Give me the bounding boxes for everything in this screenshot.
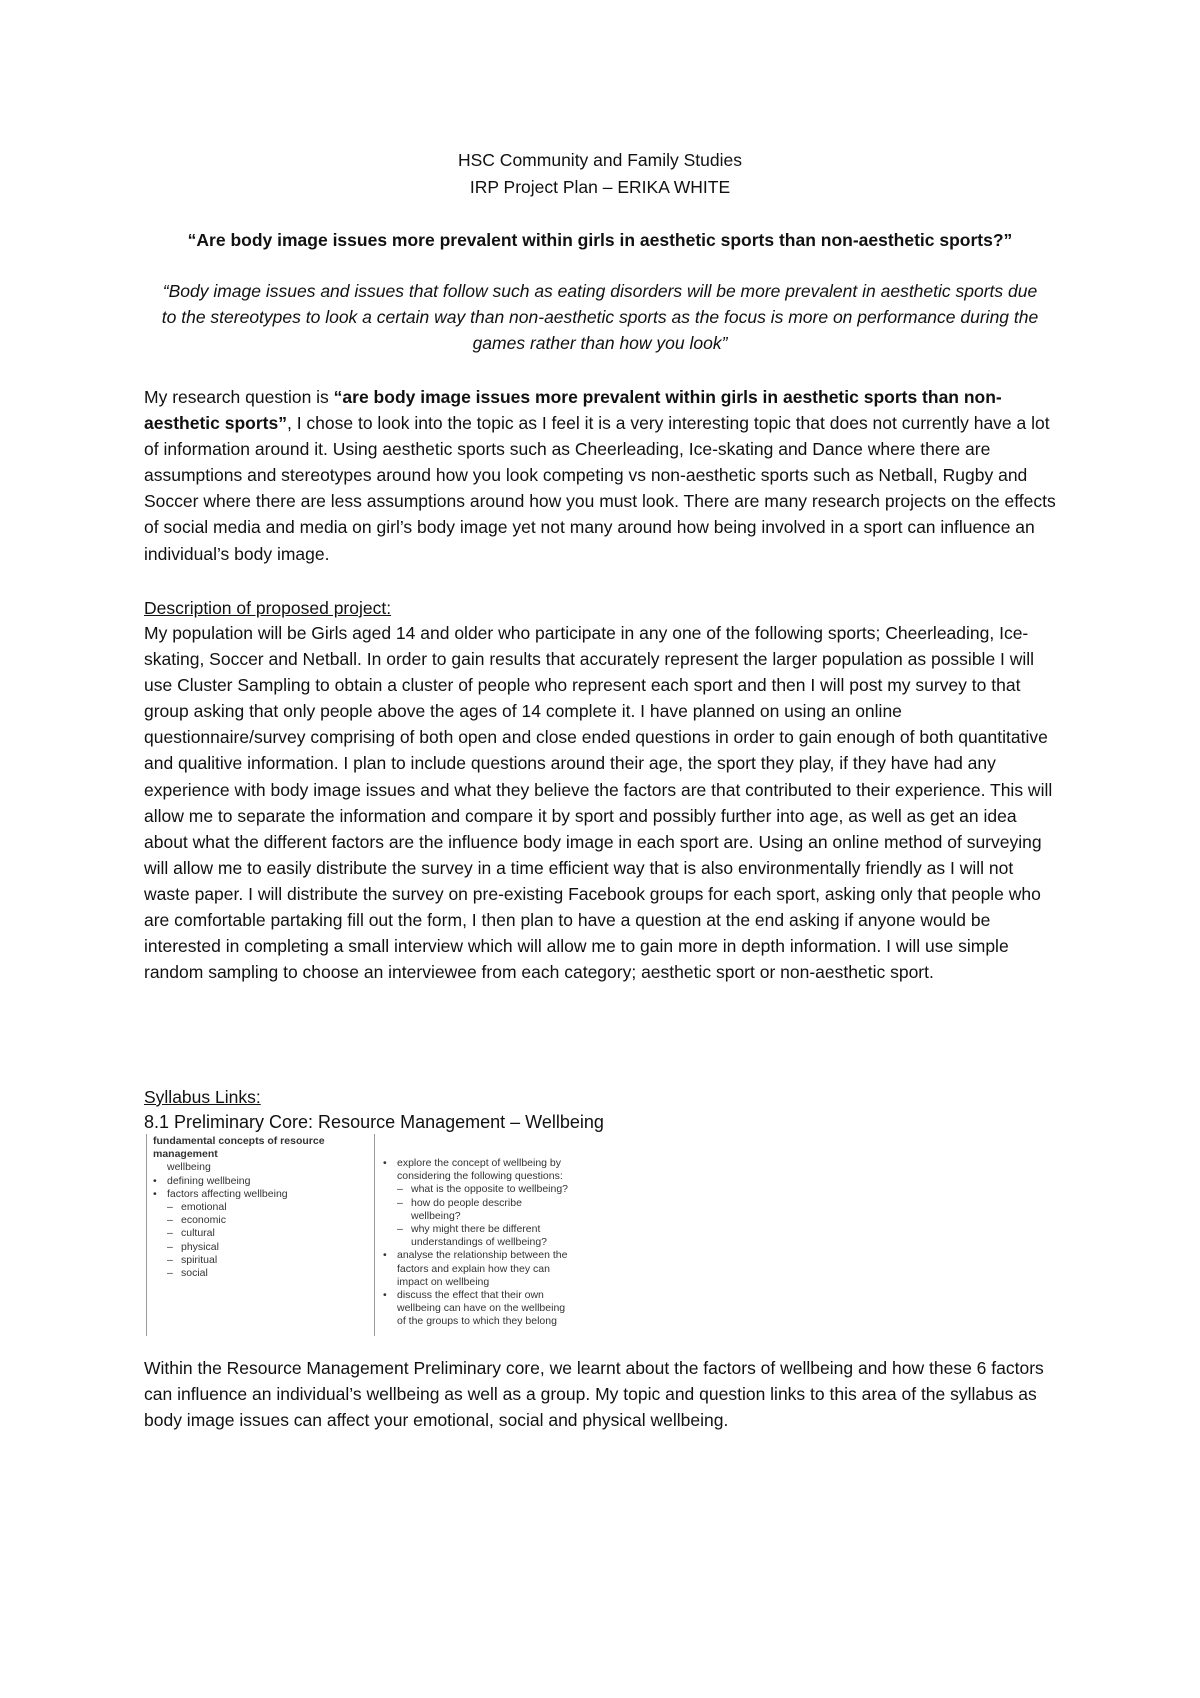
course-title: HSC Community and Family Studies (458, 150, 742, 170)
dash-icon (167, 1227, 181, 1239)
bullet-icon (153, 1175, 167, 1187)
table-item: • defining wellbeing (153, 1175, 368, 1188)
table-subitem: – why might there be different (383, 1223, 597, 1236)
syllabus-table-image (146, 1134, 599, 1336)
bullet-icon (153, 1188, 167, 1200)
intro-paragraph (144, 384, 1062, 567)
table-subitem: – what is the opposite to wellbeing? (383, 1183, 597, 1196)
table-subitem-cont: understandings of wellbeing? (411, 1236, 548, 1249)
research-question: “Are body image issues more prevalent within girls in aesthetic sports than non-aesthetic sports?” (187, 230, 1013, 250)
syllabus-subheading: 8.1 Preliminary Core: Resource Management – Wellbeing (144, 1112, 604, 1132)
dash-icon (167, 1241, 181, 1253)
bullet-icon (383, 1157, 397, 1169)
table-item-cont: wellbeing can have on the wellbeing (397, 1302, 566, 1315)
dash-icon (167, 1267, 181, 1279)
table-item: • explore the concept of wellbeing by (383, 1157, 597, 1170)
table-subitem: – economic (153, 1214, 368, 1227)
table-subitem: – emotional (153, 1201, 368, 1214)
dash-icon (167, 1254, 181, 1266)
dash-icon (397, 1223, 411, 1235)
table-item: • factors affecting wellbeing (153, 1188, 368, 1201)
syllabus-right-column (383, 1157, 597, 1329)
table-item: wellbeing (167, 1161, 211, 1174)
table-item-cont: considering the following questions: (397, 1170, 563, 1183)
table-subitem: – physical (153, 1241, 368, 1254)
intro-rest: , I chose to look into the topic as I feel it is a very interesting topic that does not currently have a lot of information around it. Using aesthetic sports such as Cheerleading, Ice-skating and Dance where there are assumptions and stereotypes around how you look competing vs non-aesthetic sports such as Netball, Rugby and Soccer where there are less assumptions around how you must look. There are many research projects on the effects of social media and media on girl’s body image yet not many around how being involved in a sport can influence an individual’s body image. (144, 413, 1056, 564)
table-subitem: – social (153, 1267, 368, 1280)
syllabus-summary-paragraph: Within the Resource Management Preliminary core, we learnt about the factors of wellbeing and how these 6 factors can influence an individual’s wellbeing as well as a group. My topic and question links to this area of the syllabus as body image issues can affect your emotional, social and physical wellbeing. (144, 1358, 1044, 1431)
project-title: IRP Project Plan – ERIKA WHITE (469, 177, 731, 197)
dash-icon (397, 1183, 411, 1195)
dash-icon (167, 1201, 181, 1213)
table-item-cont: factors and explain how they can (397, 1262, 550, 1275)
table-subitem: – spiritual (153, 1254, 368, 1267)
dash-icon (167, 1214, 181, 1226)
bullet-icon (383, 1249, 397, 1261)
table-column-divider (374, 1134, 375, 1336)
table-item-cont: impact on wellbeing (397, 1275, 490, 1288)
table-item: • discuss the effect that their own (383, 1289, 597, 1302)
table-subitem: – how do people describe (383, 1197, 597, 1210)
syllabus-heading: Syllabus Links: (144, 1087, 261, 1107)
description-paragraph: My population will be Girls aged 14 and older who participate in any one of the following sports; Cheerleading, Ice-skating, Soccer and Netball. In order to gain results that accurately represent the larger population as possible I will use Cluster Sampling to obtain a cluster of people who represent each sport and then I will post my survey to that group asking that only people above the ages of 14 complete it. I have planned on using an online questionnaire/survey comprising of both open and close ended questions in order to gain enough of both quantitative and qualitive information. I plan to include questions around their age, the sport they play, if they have had any experience with body image issues and what they believe the factors are that contributed to their experience. This will allow me to separate the information and compare it by sport and possibly further into age, as well as get an idea about what the different factors are the influence body image in each sport are. Using an online method of surveying will allow me to easily distribute the survey in a time efficient way that is also environmentally friendly as I will not waste paper. I will distribute the survey on pre-existing Facebook groups for each sport, asking only that people who are comfortable partaking fill out the form, I then plan to have a question at the end asking if anyone would be interested in completing a small interview which will allow me to gain more in depth information. I will use simple random sampling to choose an interviewee from each category; aesthetic sport or non-aesthetic sport. (144, 623, 1053, 983)
table-item-cont: of the groups to which they belong (397, 1315, 557, 1328)
dash-icon (397, 1197, 411, 1209)
table-title-line-2: management (153, 1148, 218, 1161)
table-title-line-1: fundamental concepts of resource (153, 1135, 325, 1147)
table-subitem-cont: wellbeing? (411, 1209, 461, 1222)
description-heading: Description of proposed project: (144, 598, 392, 618)
hypothesis: “Body image issues and issues that follow such as eating disorders will be more prevalent in aesthetic sports due to the stereotypes to look a certain way than non-aesthetic sports as the focus is more on performance during the games rather than how you look” (161, 281, 1039, 353)
table-subitem: – cultural (153, 1227, 368, 1240)
bullet-icon (383, 1289, 397, 1301)
table-item: • analyse the relationship between the (383, 1249, 597, 1262)
syllabus-left-column (153, 1135, 368, 1280)
intro-lead: My research question is (144, 387, 334, 407)
intro-question-bold: “are body image issues more prevalent within girls in aesthetic sports than non-aesthetic sports” (144, 387, 1002, 434)
